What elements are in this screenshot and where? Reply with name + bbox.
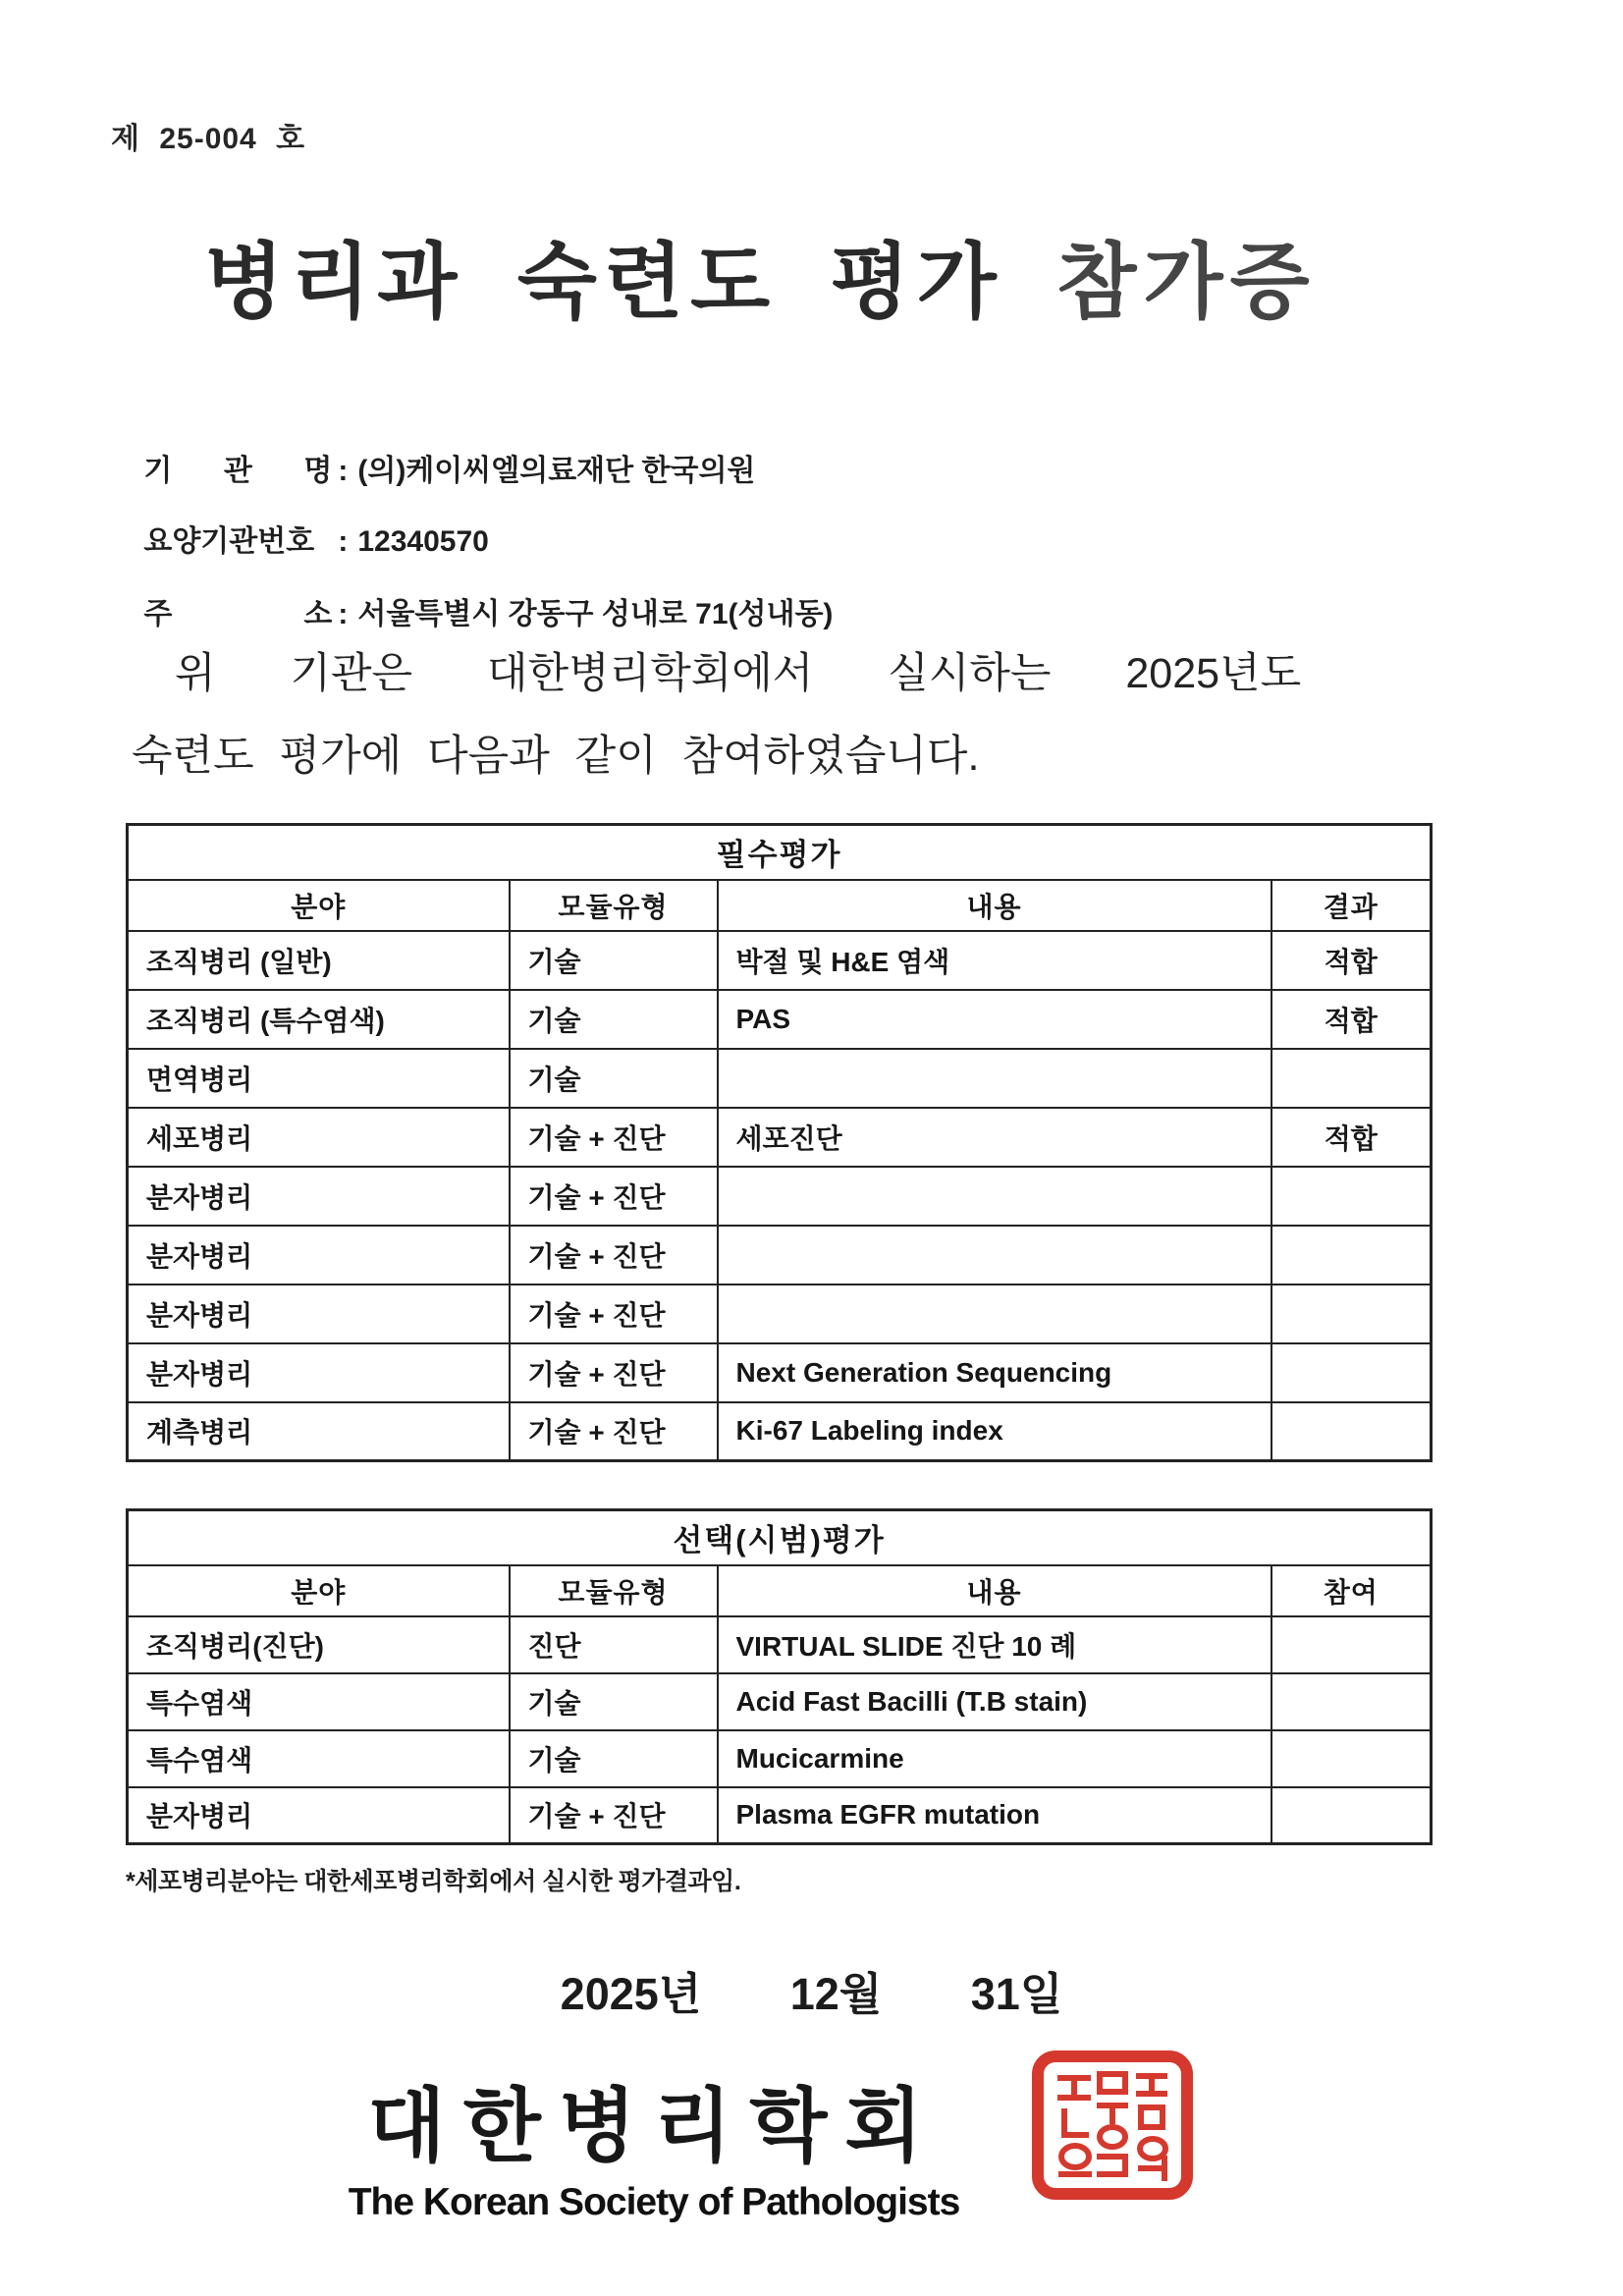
- issuer-block: [281, 2050, 1194, 2224]
- table-cell: Mucicarmine: [718, 1730, 1271, 1787]
- table-row: [128, 1108, 1432, 1167]
- table-row: [128, 1402, 1432, 1461]
- table-row: [128, 1167, 1432, 1226]
- footnote: *세포병리분야는 대한세포병리학회에서 실시한 평가결과임.: [126, 1868, 741, 1895]
- table-cell: 기술 + 진단: [510, 1343, 718, 1402]
- table-cell: [1271, 1616, 1432, 1673]
- address-value: 서울특별시 강동구 성내로 71(성내동): [357, 598, 834, 630]
- table-cell: [718, 1226, 1271, 1285]
- table-cell: 분자병리: [128, 1787, 510, 1844]
- table-cell: 조직병리 (일반): [128, 931, 510, 990]
- doc-number-value: 25-004: [159, 123, 257, 155]
- table-cell: 특수염색: [128, 1673, 510, 1730]
- table-title-cell: 필수평가: [128, 825, 1432, 880]
- doc-number: [111, 114, 305, 157]
- table-cell: PAS: [718, 990, 1271, 1049]
- table-cell: 면역병리: [128, 1049, 510, 1108]
- table-cell: 박절 및 H&E 염색: [718, 931, 1271, 990]
- table-cell: 기술: [510, 1673, 718, 1730]
- table-cell: 계측병리: [128, 1402, 510, 1461]
- issuer-name-english: The Korean Society of Pathologists: [348, 2181, 960, 2223]
- colon-separator: :: [338, 455, 349, 487]
- column-header-cell: 모듈유형: [510, 1565, 718, 1616]
- column-header-cell: 분야: [128, 880, 510, 931]
- table-cell: 분자병리: [128, 1226, 510, 1285]
- issuer-name-korean: 대한병리학회: [367, 2082, 941, 2171]
- table-cell: 적합: [1271, 1108, 1432, 1167]
- column-header-cell: 참여: [1271, 1565, 1432, 1616]
- column-header-row: [128, 880, 1432, 931]
- table-row: [128, 1226, 1432, 1285]
- statement-line-2: 숙련도 평가에 다음과 같이 참여하였습니다.: [132, 733, 980, 780]
- table-cell: 기술 + 진단: [510, 1402, 718, 1461]
- address-label: 주 소: [143, 598, 333, 630]
- table-row: [128, 1049, 1432, 1108]
- table-title-cell: 선택(시범)평가: [128, 1510, 1432, 1565]
- table-cell: [718, 1049, 1271, 1108]
- issue-date: 2025년 12월 31일: [560, 1969, 1063, 2019]
- table-cell: [1271, 1049, 1432, 1108]
- institution-name-label: 기 관 명: [143, 455, 333, 487]
- table-cell: 조직병리(진단): [128, 1616, 510, 1673]
- table-cell: [1271, 1673, 1432, 1730]
- table-cell: [1271, 1402, 1432, 1461]
- table-cell: 분자병리: [128, 1285, 510, 1343]
- table-cell: [1271, 1285, 1432, 1343]
- optional-evaluation-table: [126, 1508, 1433, 1845]
- colon-separator: :: [338, 525, 349, 558]
- table-row: [128, 990, 1432, 1049]
- table-cell: 기술: [510, 931, 718, 990]
- colon-separator: :: [338, 598, 349, 630]
- table-cell: [718, 1167, 1271, 1226]
- column-header-row: [128, 1565, 1432, 1616]
- table-cell: 분자병리: [128, 1343, 510, 1402]
- doc-number-prefix: 제: [111, 123, 140, 155]
- table-cell: 조직병리 (특수염색): [128, 990, 510, 1049]
- table-row: [128, 1730, 1432, 1787]
- table-cell: 기술 + 진단: [510, 1108, 718, 1167]
- table-cell: 세포진단: [718, 1108, 1271, 1167]
- table-row: [128, 1285, 1432, 1343]
- table-cell: 특수염색: [128, 1730, 510, 1787]
- table-cell: 분자병리: [128, 1167, 510, 1226]
- table-cell: [1271, 1787, 1432, 1844]
- table-title-row: [128, 1510, 1432, 1565]
- table-cell: [1271, 1226, 1432, 1285]
- column-header-cell: 내용: [718, 880, 1271, 931]
- doc-number-suffix: 호: [276, 123, 306, 155]
- table-cell: Next Generation Sequencing: [718, 1343, 1271, 1402]
- certificate-title: [204, 216, 1317, 335]
- official-seal-stamp-icon: [1031, 2050, 1194, 2200]
- table-cell: 기술: [510, 1049, 718, 1108]
- table-cell: [718, 1285, 1271, 1343]
- care-institution-number-value: 12340570: [357, 525, 489, 558]
- certificate-title-main: 병리과 숙련도 평가: [204, 236, 1003, 328]
- table-cell: 세포병리: [128, 1108, 510, 1167]
- table-row: [128, 1616, 1432, 1673]
- column-header-cell: 내용: [718, 1565, 1271, 1616]
- column-header-cell: 모듈유형: [510, 880, 718, 931]
- table-cell: [1271, 1343, 1432, 1402]
- table-cell: 적합: [1271, 990, 1432, 1049]
- table-cell: [1271, 1730, 1432, 1787]
- table-cell: 기술 + 진단: [510, 1787, 718, 1844]
- table-cell: [1271, 1167, 1432, 1226]
- statement-line-1: 위 기관은 대한병리학회에서 실시하는 2025년도: [175, 650, 1302, 697]
- table-cell: 기술 + 진단: [510, 1285, 718, 1343]
- table-cell: Ki-67 Labeling index: [718, 1402, 1271, 1461]
- table-cell: Plasma EGFR mutation: [718, 1787, 1271, 1844]
- care-institution-number-label: 요양기관번호: [143, 525, 315, 558]
- table-row: [128, 1343, 1432, 1402]
- table-row: [128, 931, 1432, 990]
- certificate-title-tail: 참가증: [1056, 236, 1317, 328]
- table-cell: 기술: [510, 990, 718, 1049]
- column-header-cell: 분야: [128, 1565, 510, 1616]
- table-cell: 기술: [510, 1730, 718, 1787]
- table-cell: Acid Fast Bacilli (T.B stain): [718, 1673, 1271, 1730]
- column-header-cell: 결과: [1271, 880, 1432, 931]
- issuer-text: [281, 2050, 1027, 2224]
- table-title-row: [128, 825, 1432, 880]
- table-row: [128, 1787, 1432, 1844]
- mandatory-evaluation-table: [126, 823, 1433, 1462]
- institution-name-value: (의)케이씨엘의료재단 한국의원: [357, 455, 756, 487]
- table-cell: 적합: [1271, 931, 1432, 990]
- table-cell: 기술 + 진단: [510, 1226, 718, 1285]
- table-cell: 기술 + 진단: [510, 1167, 718, 1226]
- table-cell: VIRTUAL SLIDE 진단 10 례: [718, 1616, 1271, 1673]
- table-row: [128, 1673, 1432, 1730]
- table-cell: 진단: [510, 1616, 718, 1673]
